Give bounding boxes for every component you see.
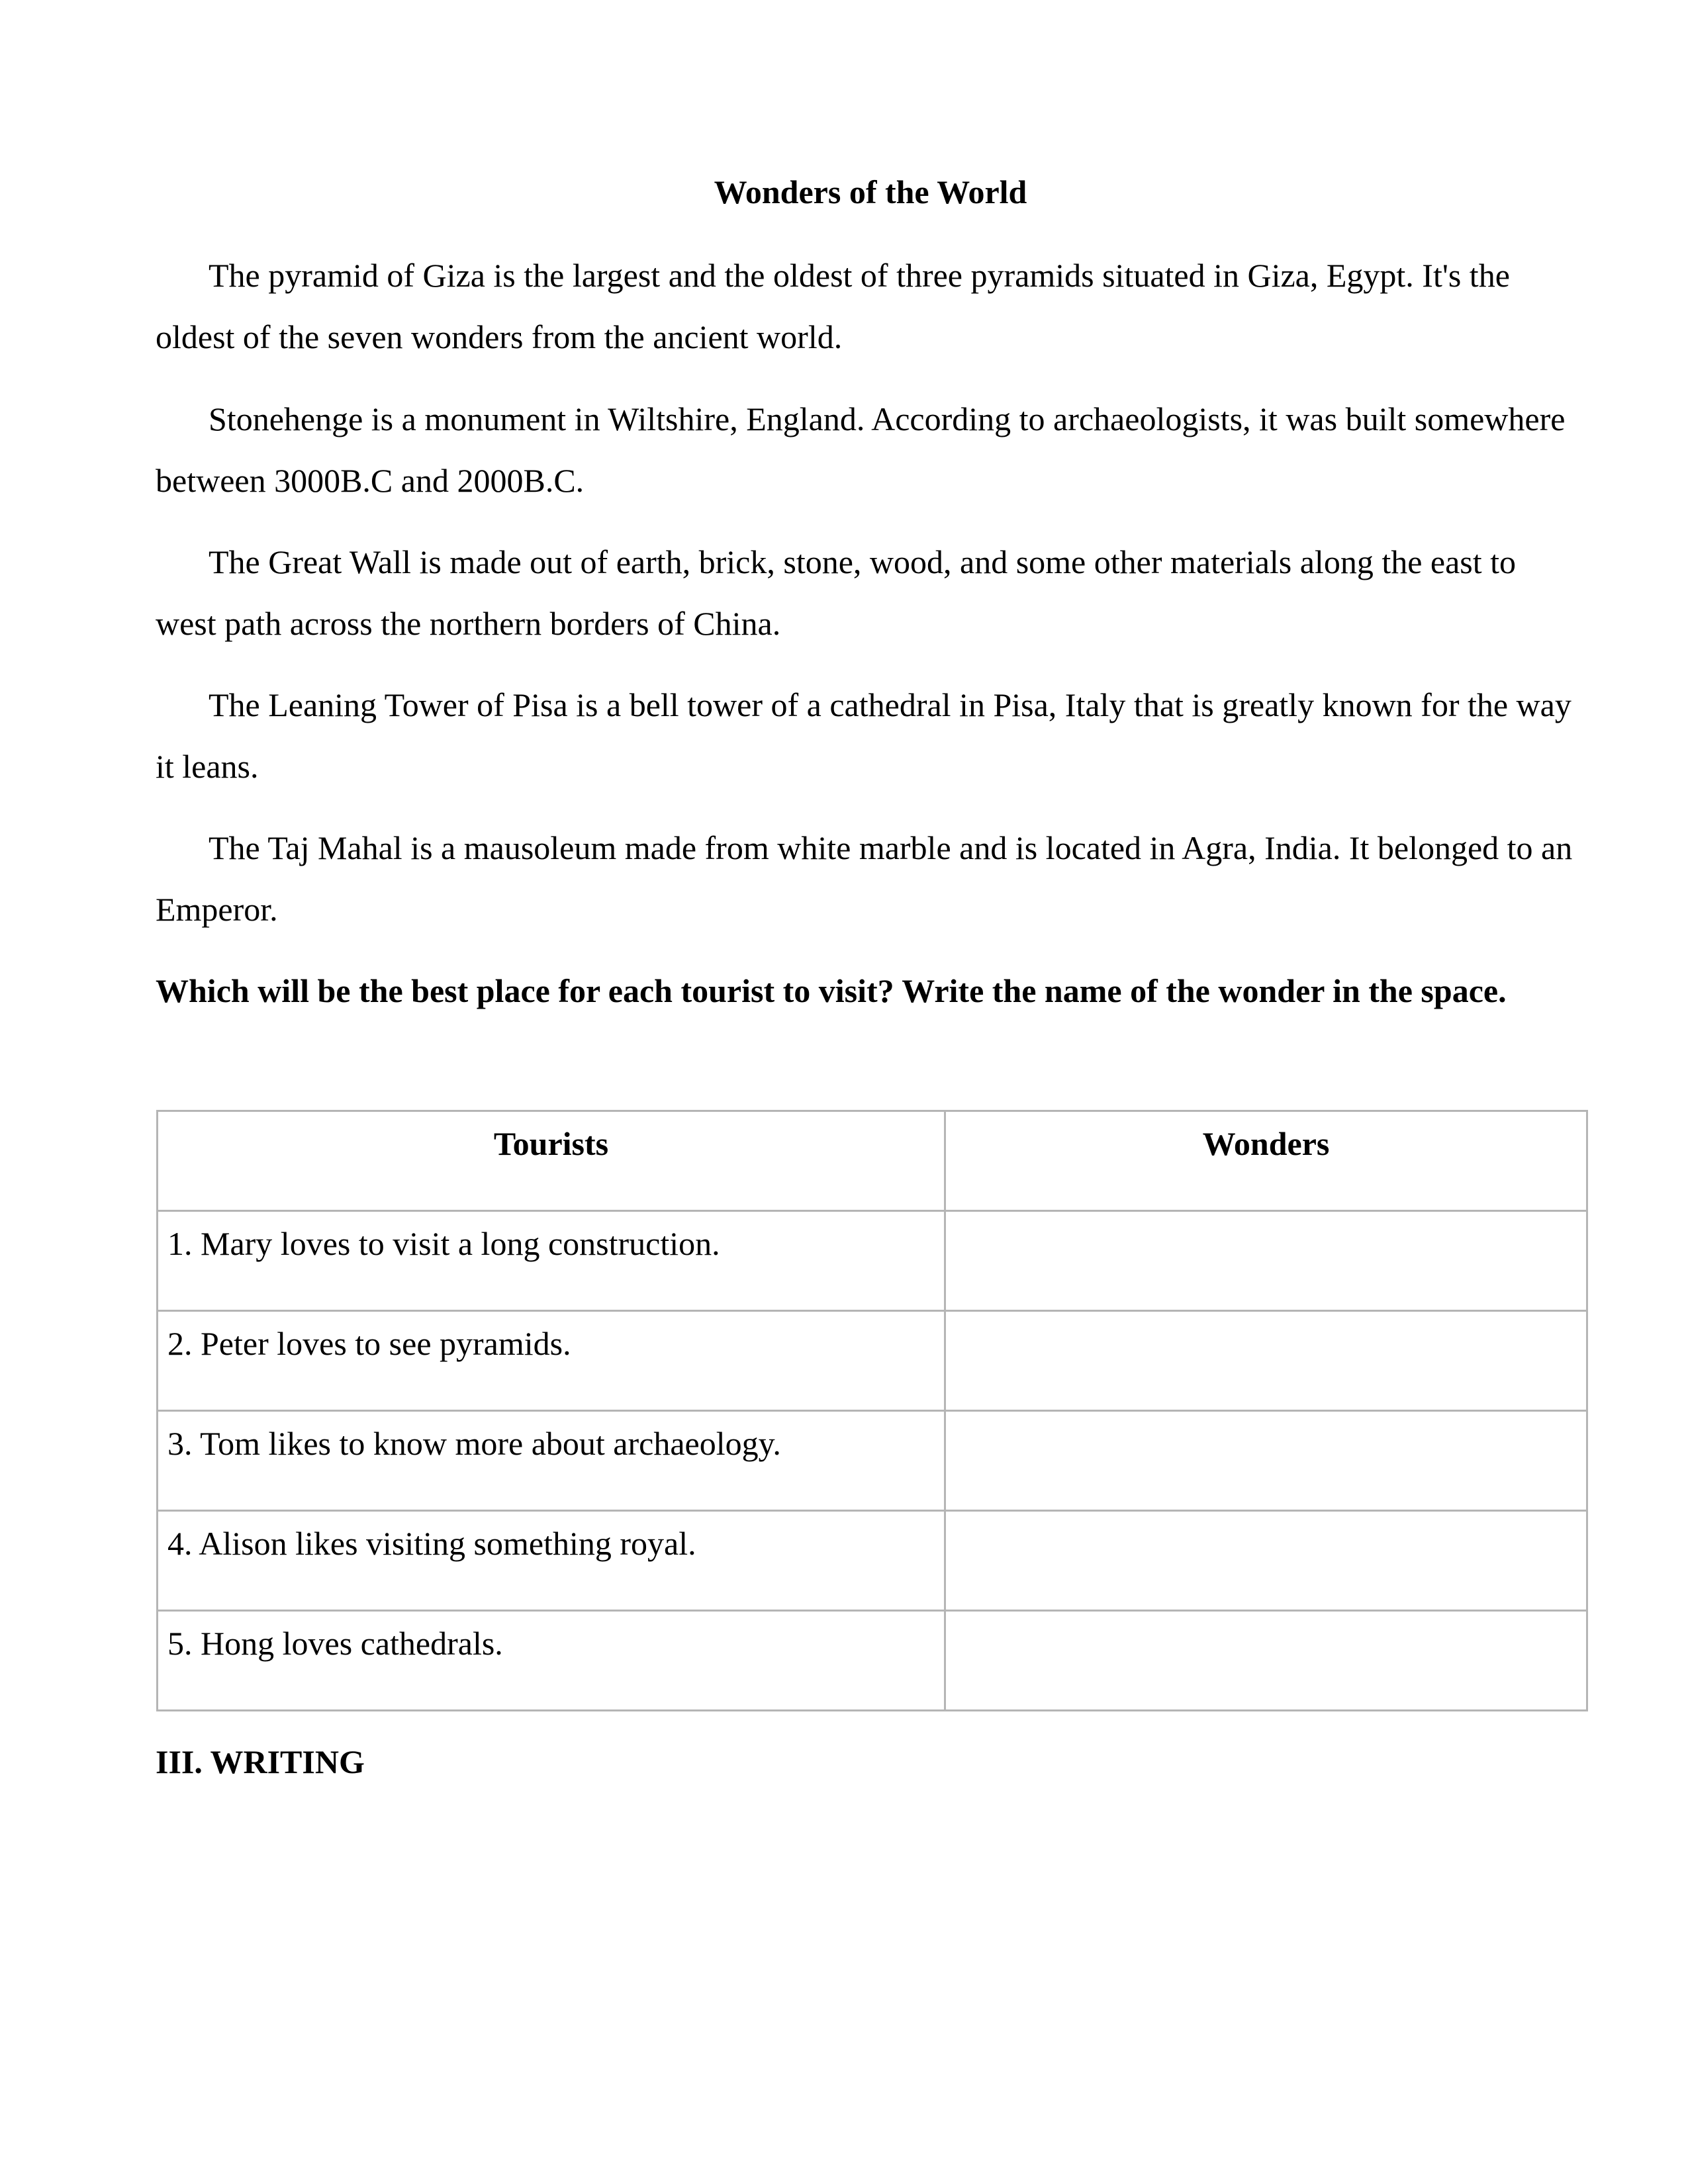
header-tourists: Tourists [158, 1111, 945, 1211]
section-heading-writing: III. WRITING [156, 1743, 365, 1780]
wonder-answer-cell[interactable] [945, 1211, 1587, 1311]
tourist-cell: 5. Hong loves cathedrals. [158, 1611, 945, 1711]
table-row [158, 1511, 1587, 1611]
paragraph-leaning-tower-of-pisa: The Leaning Tower of Pisa is a bell tower of a cathedral in Pisa, Italy that is greatly known for the way it leans. [156, 686, 1571, 785]
exercise-instruction: Which will be the best place for each tourist to visit? Write the name of the wonder in the space. [156, 972, 1507, 1009]
paragraph-stonehenge: Stonehenge is a monument in Wiltshire, England. According to archaeologists, it was built somewhere between 3000B.C and 2000B.C. [156, 400, 1566, 499]
paragraph-taj-mahal: The Taj Mahal is a mausoleum made from white marble and is located in Agra, India. It belonged to an Emperor. [156, 829, 1573, 928]
wonder-answer-cell[interactable] [945, 1511, 1587, 1611]
tourists-wonders-table [156, 1110, 1588, 1711]
wonder-answer-cell[interactable] [945, 1611, 1587, 1711]
tourist-cell: 1. Mary loves to visit a long construction. [158, 1211, 945, 1311]
header-wonders: Wonders [945, 1111, 1587, 1211]
table-row [158, 1411, 1587, 1511]
tourist-cell: 2. Peter loves to see pyramids. [158, 1311, 945, 1411]
table-row [158, 1611, 1587, 1711]
wonder-answer-cell[interactable] [945, 1411, 1587, 1511]
table-row [158, 1211, 1587, 1311]
paragraph-great-wall: The Great Wall is made out of earth, brick, stone, wood, and some other materials along the east to west path across the northern borders of China. [156, 543, 1517, 642]
wonder-answer-cell[interactable] [945, 1311, 1587, 1411]
table-row [158, 1311, 1587, 1411]
table-header-row [158, 1111, 1587, 1211]
page-title: Wonders of the World [714, 173, 1027, 210]
tourist-cell: 3. Tom likes to know more about archaeology. [158, 1411, 945, 1511]
tourist-cell: 4. Alison likes visiting something royal. [158, 1511, 945, 1611]
paragraph-pyramid-of-giza: The pyramid of Giza is the largest and the oldest of three pyramids situated in Giza, Egypt. It's the oldest of the seven wonders from the ancient world. [156, 257, 1510, 355]
